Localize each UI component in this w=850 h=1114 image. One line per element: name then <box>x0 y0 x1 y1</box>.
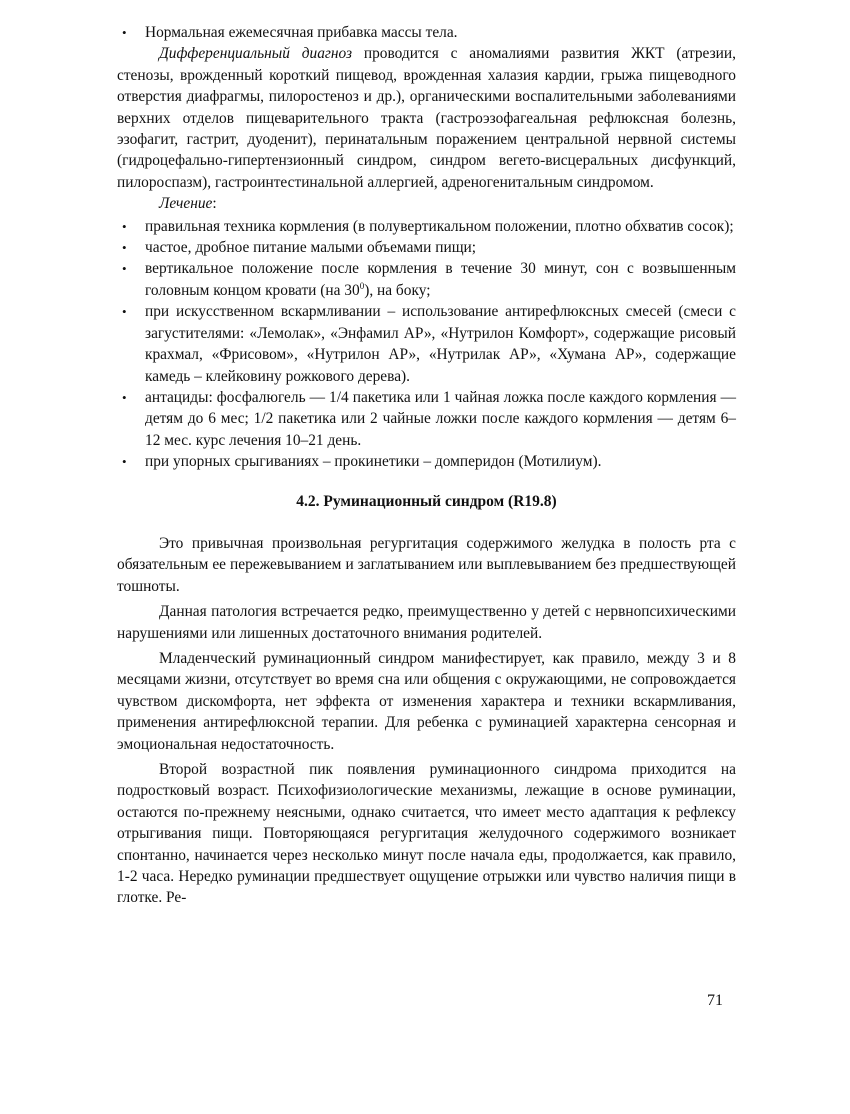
differential-diagnosis-label: Дифференциальный диагноз <box>159 45 353 63</box>
treatment-item-text <box>145 260 736 298</box>
page-content <box>117 22 736 913</box>
section-heading: 4.2. Руминационный синдром (R19.8) <box>296 492 557 510</box>
differential-diagnosis-paragraph <box>117 43 736 193</box>
treatment-heading <box>117 193 736 214</box>
body-paragraph: Второй возрастной пик появления руминационного синдрома приходится на подростковый возраст. Психофизиологические механизмы, лежащие в основе руминации, остаются по-прежнему неясными, однако считается, что имеет место адаптация к рефлексу отрыгивания пищи. Повторяющаяся регургитация желудочного содержимого возникает спонтанно, начинается через несколько минут после начала еды, продолжается, как правило, 1-2 часа. Нередко руминации предшествует ощущение отрыжки или чувство наличия пищи в глотке. Ре- <box>117 761 736 907</box>
treatment-label: Лечение <box>159 195 213 213</box>
body-paragraph: Это привычная произвольная регургитация содержимого желудка в полость рта с обязательным ее пережевыванием и заглатыванием или выплевыванием без предшествующей тошноты. <box>117 534 736 595</box>
treatment-item-text: при искусственном вскармливании – использование антирефлюксных смесей (смеси с загустителями: «Лемолак», «Энфамил АР», «Нутрилон Комфорт», содержащие рисовый крахмал, «Фрисовом», «Нутрилон АР», «Нутрилак АР», «Хумана АР», содержащие камедь – клейковину рожкового дерева). <box>145 303 736 385</box>
list-item-weight-gain <box>117 22 736 43</box>
treatment-item-text: антациды: фосфалюгель — 1/4 пакетика или 1 чайная ложка после каждого кормления — детям до 6 мес; 1/2 пакетика или 2 чайные ложки после каждого кормления — детям 6–12 мес. курс лечения 10–21 день. <box>145 388 736 449</box>
treatment-item <box>117 451 736 472</box>
treatment-list <box>117 216 736 473</box>
bullet-icon: • <box>122 389 127 405</box>
body-paragraph: Данная патология встречается редко, преимущественно у детей с нервнопсихическими нарушениями или лишенных достаточного внимания родителей. <box>117 603 736 642</box>
differential-diagnosis-text: проводится с аномалиями развития ЖКТ (атрезии, стенозы, врожденный короткий пищевод, врожденная халазия кардии, грыжа пищеводного отверстия диафрагмы, пилоростеноз и др.), органическими воспалительными заболеваниями верхних отделов пищеварительного тракта (гастроэзофагеальная рефлюксная болезнь, эзофагит, гастрит, дуоденит), перинатальным поражением центральной нервной системы (гидроцефально-гипертензионный синдром, синдром вегето-висцеральных дисфункций, пилороспазм), гастроинтестинальной аллергией, адреногенитальным синдромом. <box>117 45 736 191</box>
bullet-icon: • <box>122 25 127 40</box>
treatment-item <box>117 237 736 258</box>
treatment-item <box>117 258 736 301</box>
page-number: 71 <box>707 992 723 1009</box>
list-item-text: Нормальная ежемесячная прибавка массы тела. <box>145 24 458 41</box>
treatment-item-text: правильная техника кормления (в полувертикальном положении, плотно обхватив сосок); <box>145 217 734 235</box>
treatment-item-text-part: ), на боку; <box>364 281 431 299</box>
treatment-item <box>117 387 736 451</box>
treatment-item <box>117 301 736 387</box>
treatment-item-text-part: вертикальное положение после кормления в течение 30 минут, сон с возвышенным головным концом кровати (на 30 <box>145 260 736 299</box>
treatment-item <box>117 216 736 237</box>
treatment-item-text: частое, дробное питание малыми объемами пищи; <box>145 239 477 257</box>
bullet-icon: • <box>122 218 127 234</box>
treatment-item-text: при упорных срыгиваниях – прокинетики – домперидон (Мотилиум). <box>145 453 602 471</box>
bullet-icon: • <box>122 454 127 470</box>
treatment-colon: : <box>212 195 217 213</box>
bullet-icon: • <box>122 240 127 256</box>
bullet-icon: • <box>122 261 127 277</box>
body-paragraph: Младенческий руминационный синдром манифестирует, как правило, между 3 и 8 месяцами жизни, отсутствует во время сна или общения с окружающими, не сопровождается чувством дискомфорта, нет эффекта от изменения характера и техники вскармливания, применения антирефлюксной терапии. Для ребенка с руминацией характерна сенсорная и эмоциональная недостаточность. <box>117 649 736 753</box>
degree-superscript: 0 <box>359 280 365 291</box>
bullet-icon: • <box>122 304 127 320</box>
